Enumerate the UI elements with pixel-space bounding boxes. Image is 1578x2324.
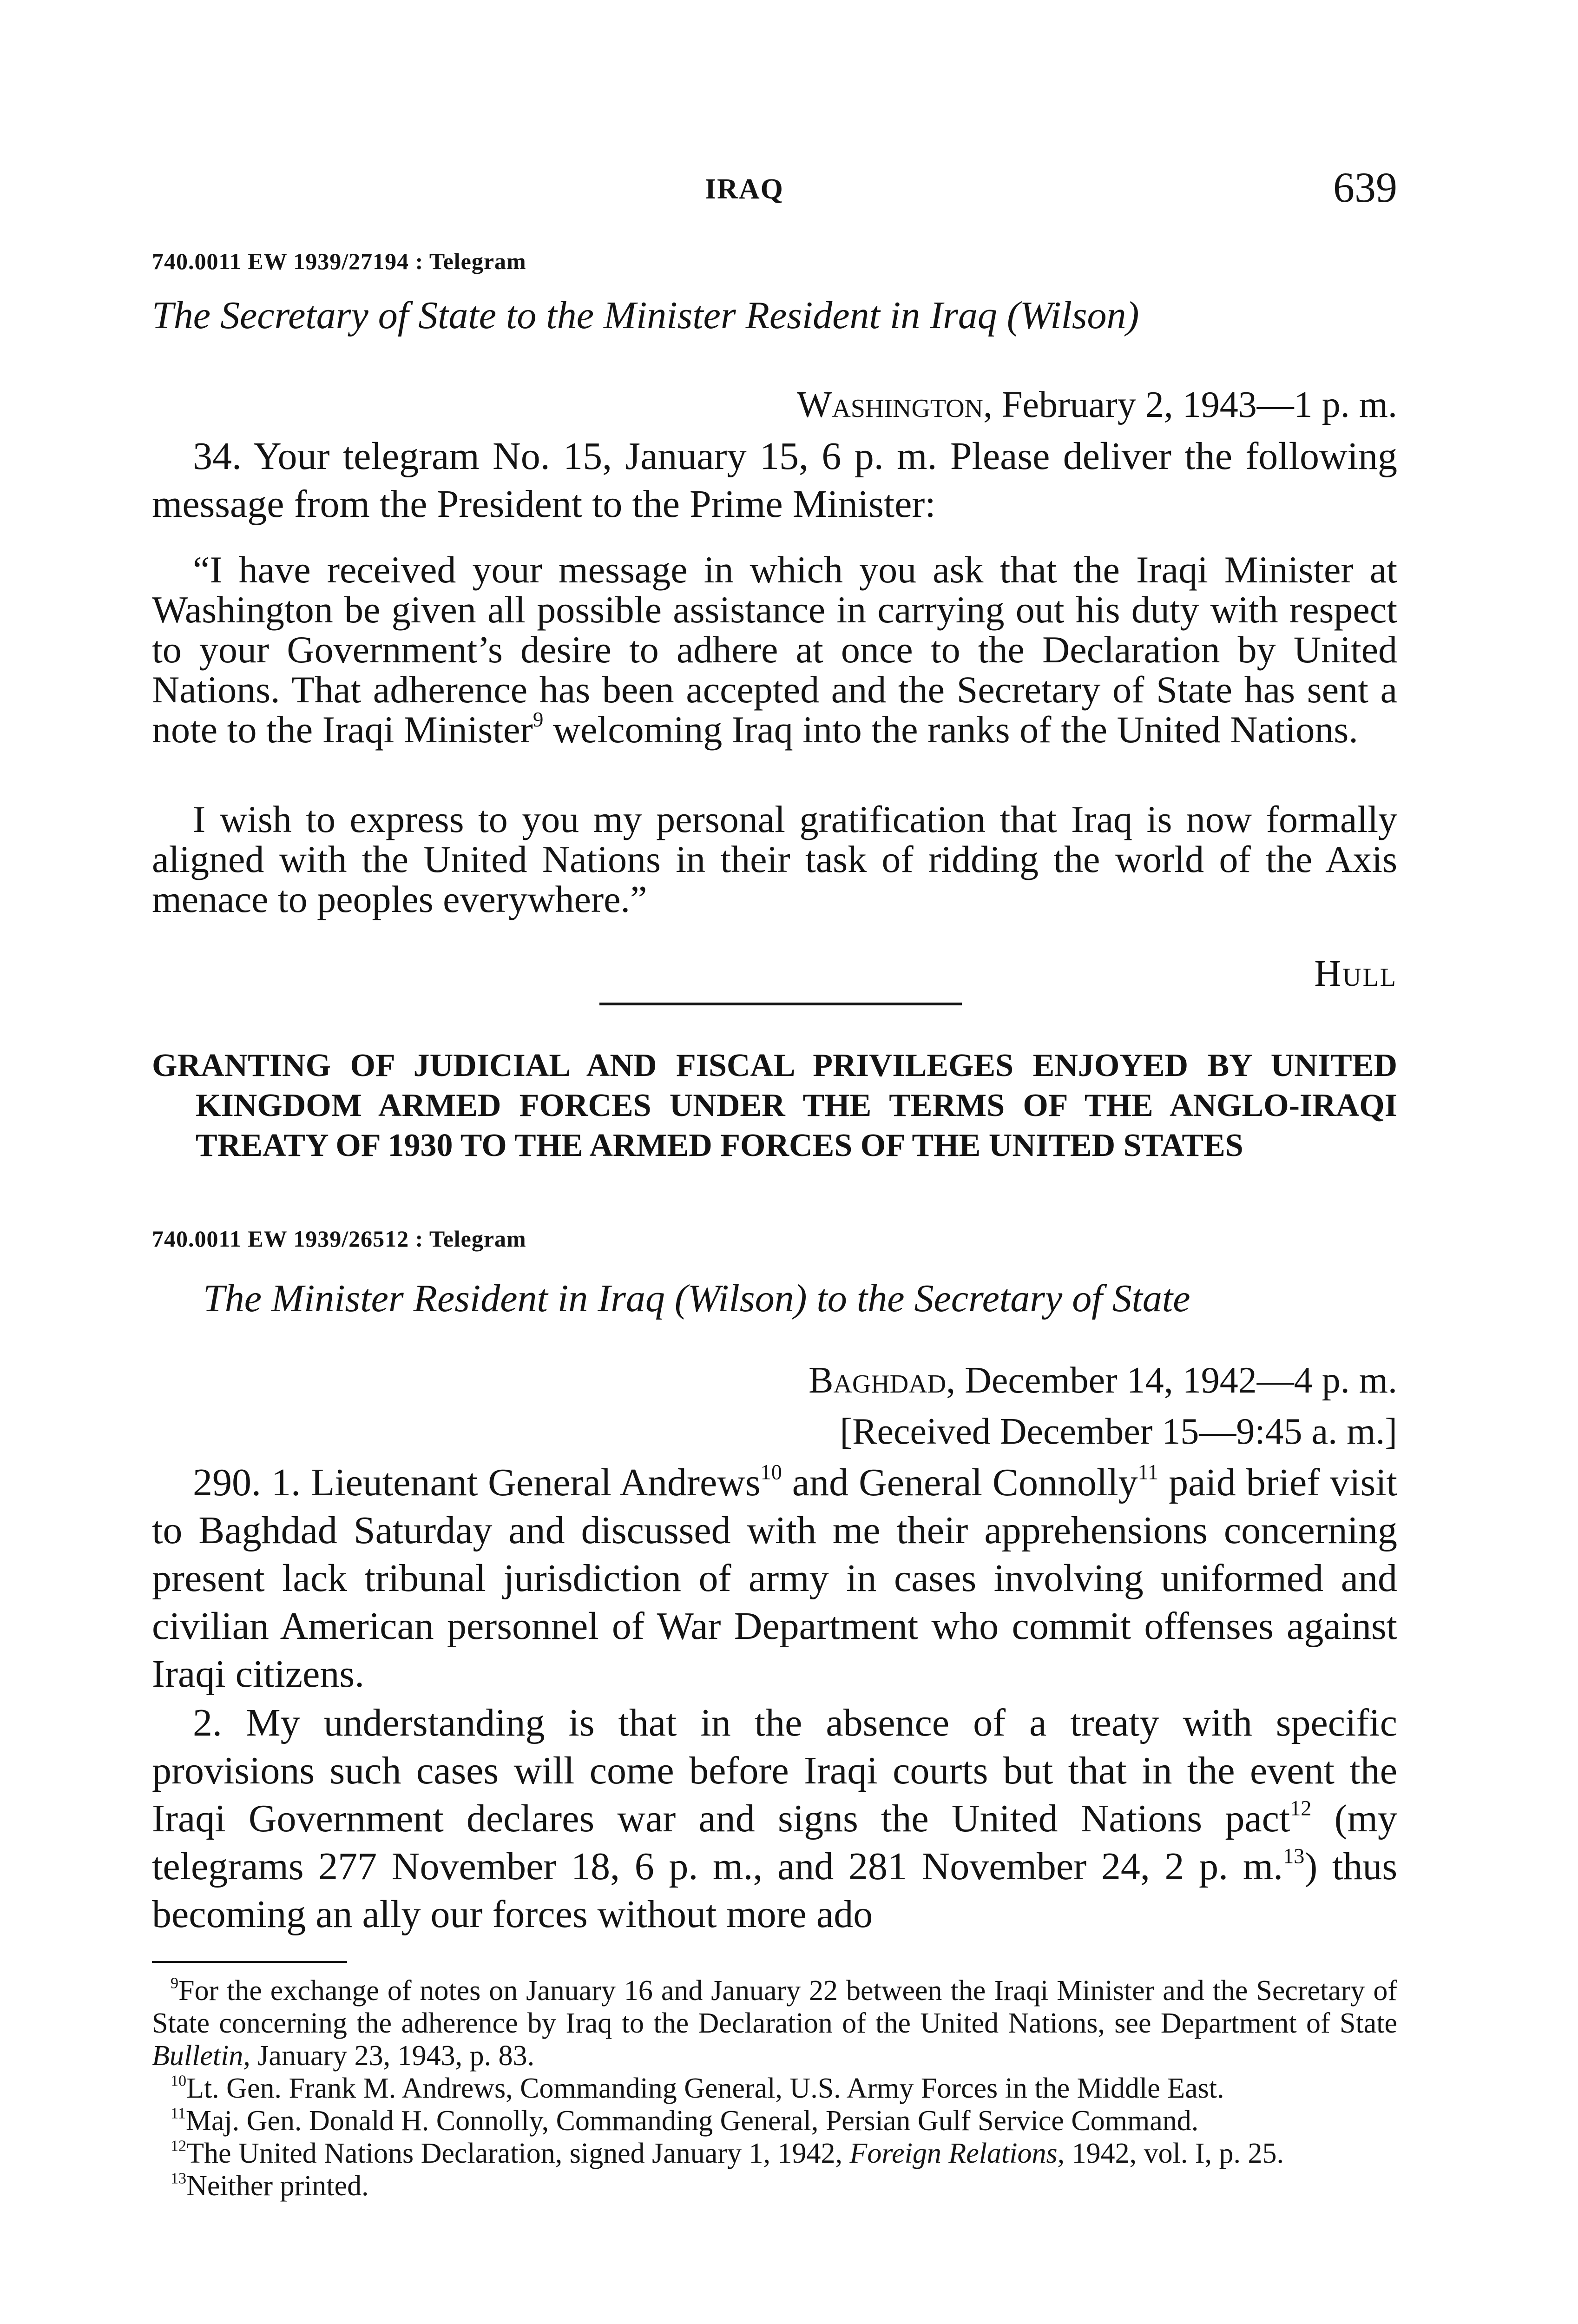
page-number: 639 <box>1333 164 1397 211</box>
footnote <box>152 2137 1397 2170</box>
section-title: GRANTING OF JUDICIAL AND FISCAL PRIVILEGES ENJOYED BY UNITED KINGDOM ARMED FORCES UNDER THE TERMS OF THE ANGLO-IRAQI TREATY OF 1930 TO THE ARMED FORCES OF THE UNITED STATES <box>152 1048 1397 1163</box>
footnote-text: Neither printed. <box>186 2170 369 2202</box>
quoted-message <box>152 550 1397 750</box>
footnote <box>152 1974 1397 2072</box>
running-title: IRAQ <box>705 173 784 205</box>
paragraph-text: 2. My understanding is that in the absence of a treaty with specific provisions such cases will come before Iraqi courts but that in the event the Iraqi Government declares war and signs the United Nations pact <box>152 1701 1397 1840</box>
footnote-number: 11 <box>171 2105 186 2122</box>
paragraph-text: and General Connolly <box>782 1461 1138 1504</box>
footnote-italic: Foreign Relations, <box>849 2138 1065 2169</box>
dateline-date: , December 14, 1942—4 p. m. <box>946 1360 1397 1401</box>
document-heading: The Minister Resident in Iraq (Wilson) to the Secretary of State <box>203 1277 1190 1320</box>
document-page <box>152 0 1397 2324</box>
footnote-text: Maj. Gen. Donald H. Connolly, Commanding General, Persian Gulf Service Command. <box>185 2105 1199 2137</box>
signature: Hull <box>1314 953 1397 994</box>
footnote-ref: 12 <box>1290 1796 1312 1820</box>
quote-text: welcoming Iraq into the ranks of the United Nations. <box>543 708 1358 751</box>
footnote-number: 9 <box>171 1974 179 1992</box>
paragraph: 34. Your telegram No. 15, January 15, 6 p. m. Please deliver the following message from the President to the Prime Minister: <box>152 435 1397 526</box>
paragraph <box>152 1699 1397 1938</box>
dateline <box>797 384 1397 426</box>
footnote-number: 13 <box>171 2170 187 2187</box>
footnote-ref: 13 <box>1283 1844 1305 1868</box>
document-heading: The Secretary of State to the Minister Resident in Iraq (Wilson) <box>152 294 1139 337</box>
footnote-text: The United Nations Declaration, signed January 1, 1942, <box>186 2138 850 2169</box>
footnote-ref: 10 <box>760 1460 782 1484</box>
dateline-place: Baghdad <box>809 1360 947 1401</box>
footnote <box>152 2170 1397 2202</box>
footnote-text: 1942, vol. I, p. 25. <box>1065 2138 1284 2169</box>
quote-text: “I have received your message in which you ask that the Iraqi Minister at Washington be given all possible assistance in carrying out his duty with respect to your Government’s desire to adhere at once to the Declaration by United Nations. That adherence has been accepted and the Secretary of State has sent a note to the Iraqi Minister <box>152 548 1397 751</box>
paragraph-text: paid brief visit to Baghdad Saturday and discussed with me their apprehensions concerning present lack tribunal jurisdiction of army in cases involving uniformed and civilian American personnel of War Department who commit offenses against Iraqi citizens. <box>152 1461 1397 1696</box>
dateline-place: Washington <box>796 384 983 425</box>
footnote-number: 12 <box>171 2137 187 2155</box>
footnotes <box>152 1974 1397 2202</box>
paragraph <box>152 1459 1397 1698</box>
file-reference: 740.0011 EW 1939/27194 : Telegram <box>152 248 526 274</box>
dateline-date: , February 2, 1943—1 p. m. <box>983 384 1397 425</box>
received-line: [Received December 15—9:45 a. m.] <box>840 1411 1397 1452</box>
footnote-text: For the exchange of notes on January 16 and January 22 between the Iraqi Minister and the Secretary of State concerning the adherence by Iraq to the Declaration of the United Nations, see Department of State <box>152 1975 1397 2039</box>
footnote-number: 10 <box>171 2072 187 2090</box>
paragraph-text: (my telegrams 277 November 18, 6 p. m., and 281 November 24, 2 p. m. <box>152 1797 1398 1888</box>
paragraph-text: 290. 1. Lieutenant General Andrews <box>193 1461 761 1504</box>
footnote <box>152 2072 1397 2105</box>
footnote-text: Lt. Gen. Frank M. Andrews, Commanding General, U.S. Army Forces in the Middle East. <box>186 2073 1224 2104</box>
footnote-text: January 23, 1943, p. 83. <box>250 2040 535 2072</box>
footnote <box>152 2105 1397 2137</box>
paragraph-text: ) thus becoming an ally our forces without more ado <box>152 1845 1398 1936</box>
footnote-ref: 11 <box>1137 1460 1159 1484</box>
quoted-message: I wish to express to you my personal gratification that Iraq is now formally aligned with the United Nations in their task of ridding the world of the Axis menace to peoples everywhere.” <box>152 798 1397 920</box>
section-divider <box>599 1003 962 1005</box>
footnote-italic: Bulletin, <box>152 2040 250 2072</box>
footnote-rule <box>152 1961 347 1963</box>
footnote-ref: 9 <box>533 708 544 732</box>
dateline <box>809 1360 1397 1402</box>
file-reference: 740.0011 EW 1939/26512 : Telegram <box>152 1226 526 1252</box>
